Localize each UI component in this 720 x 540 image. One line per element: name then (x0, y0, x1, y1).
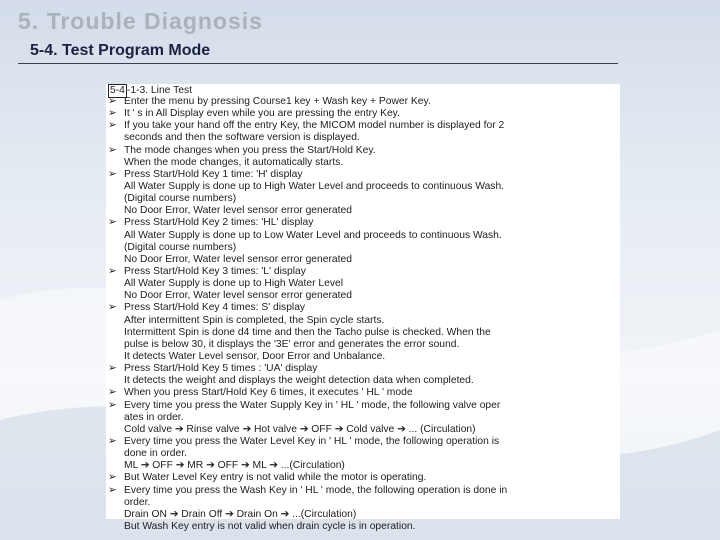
line-text: pulse is below 30, it displays the '3E' error and generates the error sound. (124, 338, 460, 350)
continuation-line (108, 132, 616, 144)
line-text: ML ➔ OFF ➔ MR ➔ OFF ➔ ML ➔ ...(Circulation) (124, 460, 345, 472)
document-body (108, 96, 616, 533)
line-text: (Digital course numbers) (124, 241, 237, 253)
line-text: It detects the weight and displays the weight detection data when completed. (124, 375, 474, 387)
continuation-line (108, 375, 616, 387)
document-page (106, 84, 620, 532)
bullet-arrow-icon: ➢ (108, 96, 117, 107)
bullet-line (108, 145, 616, 157)
continuation-line (108, 230, 616, 242)
line-text: Intermittent Spin is done d4 time and then the Tacho pulse is checked. When the (124, 326, 491, 338)
line-text: When the mode changes, it automatically starts. (124, 156, 344, 168)
line-text: ates in order. (124, 411, 184, 423)
bullet-arrow-icon: ➢ (108, 108, 117, 120)
bullet-arrow-icon: ➢ (108, 435, 117, 447)
line-text: Drain ON ➔ Drain Off ➔ Drain On ➔ ...(Circulation) (124, 508, 357, 520)
slide-title: 5. Trouble Diagnosis (18, 8, 263, 34)
bullet-arrow-icon: ➢ (108, 399, 117, 411)
bullet-arrow-icon: ➢ (108, 120, 117, 132)
line-text: Press Start/Hold Key 2 times: 'HL' display (124, 217, 314, 229)
continuation-line (108, 412, 616, 424)
line-text: After intermittent Spin is completed, the Spin cycle starts. (124, 314, 385, 326)
line-text: Every time you press the Water Supply Key in ' HL ' mode, the following valve oper (124, 399, 501, 411)
continuation-line (108, 424, 616, 436)
line-text: It ' s in All Display even while you are pressing the entry Key. (124, 108, 400, 120)
bullet-line (108, 436, 616, 448)
line-text: But Water Level Key entry is not valid while the motor is operating. (124, 472, 427, 484)
continuation-line (108, 242, 616, 254)
bullet-line (108, 217, 616, 229)
continuation-line (108, 497, 616, 509)
continuation-line (108, 460, 616, 472)
line-text: Cold valve ➔ Rinse valve ➔ Hot valve ➔ OFF ➔ Cold valve ➔ ... (Circulation) (124, 423, 476, 435)
bullet-arrow-icon: ➢ (108, 144, 117, 156)
section-number: 5-4 (108, 84, 127, 98)
line-text: No Door Error, Water level sensor error generated (124, 253, 352, 265)
bullet-line (108, 120, 616, 132)
line-text: Press Start/Hold Key 4 times: S' display (124, 302, 306, 314)
continuation-line (108, 315, 616, 327)
continuation-line (108, 205, 616, 217)
bullet-arrow-icon: ➢ (108, 217, 117, 229)
line-text: But Wash Key entry is not valid when drain cycle is in operation. (124, 520, 416, 532)
heading-text: -1-3. Line Test (126, 85, 192, 96)
bullet-line (108, 302, 616, 314)
bullet-line (108, 472, 616, 484)
line-text: Press Start/Hold Key 1 time: 'H' display (124, 168, 303, 180)
line-text: If you take your hand off the entry Key, the MICOM model number is displayed for 2 (124, 120, 505, 132)
line-text: All Water Supply is done up to High Water Level and proceeds to continuous Wash. (124, 180, 505, 192)
continuation-line (108, 509, 616, 521)
title-divider (18, 63, 618, 64)
continuation-line (108, 327, 616, 339)
bullet-arrow-icon: ➢ (108, 265, 117, 277)
line-text: Press Start/Hold Key 3 times: 'L' display (124, 265, 306, 277)
line-text: (Digital course numbers) (124, 193, 237, 205)
bullet-line (108, 169, 616, 181)
line-text: seconds and then the software version is displayed. (124, 132, 360, 144)
continuation-line (108, 351, 616, 363)
continuation-line (108, 290, 616, 302)
bullet-arrow-icon: ➢ (108, 302, 117, 314)
bullet-arrow-icon: ➢ (108, 363, 117, 375)
line-text: Press Start/Hold Key 5 times : 'UA' display (124, 363, 318, 375)
line-text: The mode changes when you press the Start/Hold Key. (124, 144, 376, 156)
line-text: No Door Error, Water level sensor error generated (124, 290, 352, 302)
bullet-line (108, 363, 616, 375)
bullet-line (108, 485, 616, 497)
line-text: All Water Supply is done up to High Water Level (124, 278, 344, 290)
line-text: When you press Start/Hold Key 6 times, it executes ' HL ' mode (124, 387, 413, 399)
bullet-line (108, 96, 616, 108)
continuation-line (108, 339, 616, 351)
continuation-line (108, 193, 616, 205)
line-text: It detects Water Level sensor, Door Error and Unbalance. (124, 350, 386, 362)
bullet-line (108, 387, 616, 399)
continuation-line (108, 448, 616, 460)
bullet-arrow-icon: ➢ (108, 472, 117, 484)
bullet-arrow-icon: ➢ (108, 168, 117, 180)
bullet-arrow-icon: ➢ (108, 387, 117, 399)
bullet-line (108, 400, 616, 412)
bullet-arrow-icon: ➢ (108, 484, 117, 496)
line-text: Enter the menu by pressing Course1 key + Wash key + Power Key. (124, 96, 431, 107)
line-text: No Door Error, Water level sensor error generated (124, 205, 352, 217)
line-text: Every time you press the Water Level Key in ' HL ' mode, the following operation is (124, 435, 500, 447)
continuation-line (108, 254, 616, 266)
line-text: order. (124, 496, 151, 508)
line-text: done in order. (124, 448, 187, 460)
continuation-line (108, 278, 616, 290)
line-text: Every time you press the Wash Key in ' HL ' mode, the following operation is done in (124, 484, 508, 496)
continuation-line (108, 181, 616, 193)
line-text: All Water Supply is done up to Low Water Level and proceeds to continuous Wash. (124, 229, 502, 241)
bullet-line (108, 108, 616, 120)
continuation-line (108, 157, 616, 169)
continuation-line (108, 521, 616, 533)
slide-subtitle: 5-4. Test Program Mode (30, 42, 211, 59)
bullet-line (108, 266, 616, 278)
